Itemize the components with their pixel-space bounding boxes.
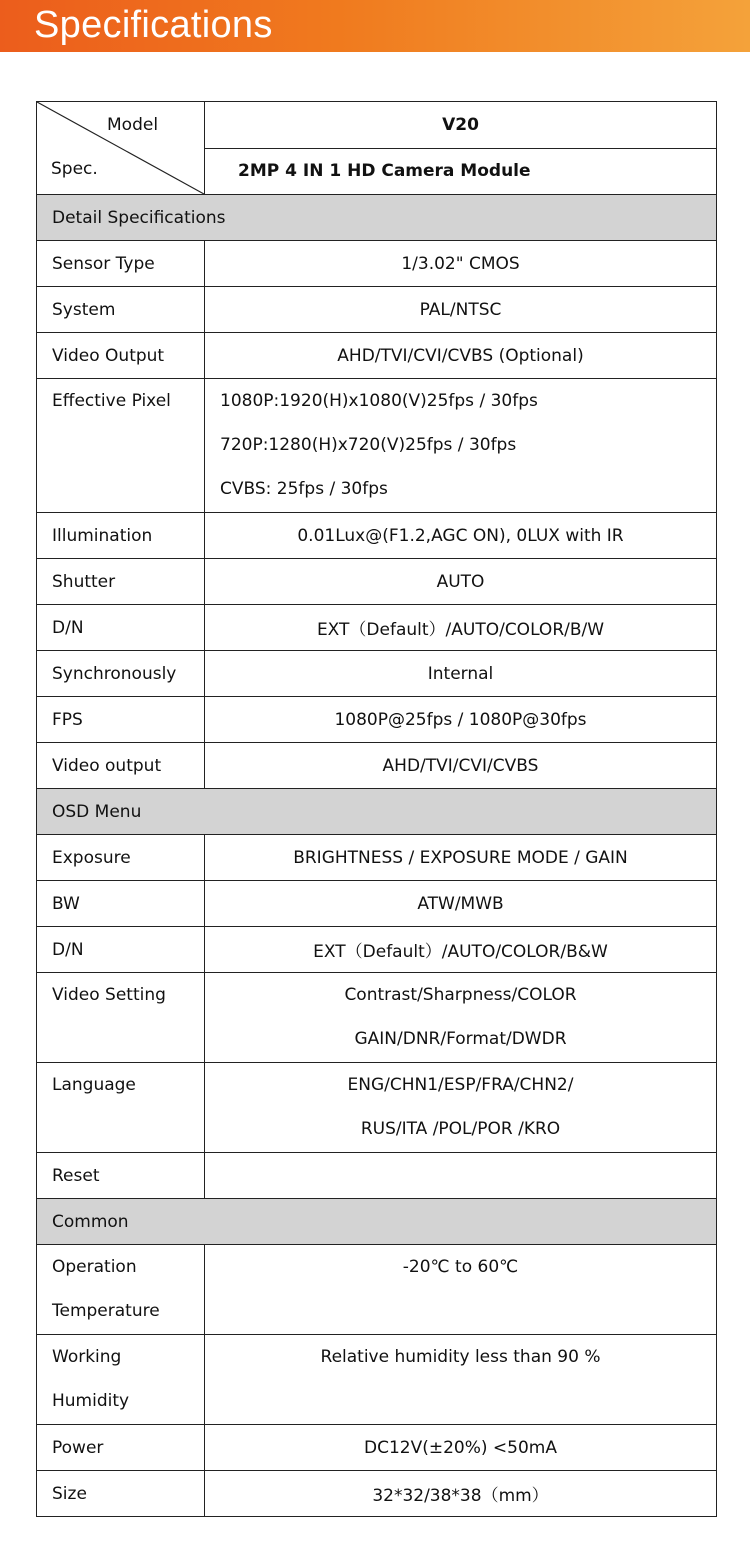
table-row: [37, 379, 717, 513]
row-label: Video Setting: [37, 973, 205, 1063]
table-row: [37, 241, 717, 287]
row-label: D/N: [37, 605, 205, 651]
model-header-label: Model: [107, 115, 159, 135]
row-label: Synchronously: [37, 651, 205, 697]
row-value: Internal: [205, 651, 717, 697]
row-value: DC12V(±20%) <50mA: [205, 1425, 717, 1471]
label-line: Temperature: [52, 1301, 160, 1321]
table-row: [37, 605, 717, 651]
row-value: BRIGHTNESS / EXPOSURE MODE / GAIN: [205, 835, 717, 881]
row-value: EXT（Default）/AUTO/COLOR/B&W: [205, 927, 717, 973]
section-osd-menu: [37, 789, 717, 835]
value-line: 1080P:1920(H)x1080(V)25fps / 30fps: [220, 391, 538, 411]
section-title: OSD Menu: [37, 789, 717, 835]
table-row: [37, 927, 717, 973]
value-line: CVBS: 25fps / 30fps: [220, 479, 388, 499]
table-row: [37, 835, 717, 881]
row-label: System: [37, 287, 205, 333]
label-line: Working: [52, 1347, 122, 1367]
table-row: [37, 1335, 717, 1425]
table-row: [37, 333, 717, 379]
product-name: 2MP 4 IN 1 HD Camera Module: [205, 148, 717, 195]
diagonal-header-cell: [37, 102, 205, 195]
section-common: [37, 1199, 717, 1245]
row-label: FPS: [37, 697, 205, 743]
section-title: Common: [37, 1199, 717, 1245]
table-row: [37, 1471, 717, 1517]
row-value: [205, 1245, 717, 1335]
row-value: [205, 1335, 717, 1425]
row-value: AUTO: [205, 559, 717, 605]
row-label: BW: [37, 881, 205, 927]
row-value: EXT（Default）/AUTO/COLOR/B/W: [205, 605, 717, 651]
row-label: Illumination: [37, 513, 205, 559]
table-row: [37, 651, 717, 697]
title-banner: [0, 0, 750, 52]
value-line: -20℃ to 60℃: [402, 1257, 519, 1277]
model-value: V20: [205, 102, 717, 149]
row-label: Video output: [37, 743, 205, 789]
row-label: Reset: [37, 1153, 205, 1199]
row-value: [205, 379, 717, 513]
table-row: [37, 1063, 717, 1153]
value-line: ENG/CHN1/ESP/FRA/CHN2/: [347, 1075, 574, 1095]
row-label: Effective Pixel: [37, 379, 205, 513]
spec-header-label: Spec.: [51, 159, 98, 179]
value-line: 720P:1280(H)x720(V)25fps / 30fps: [220, 435, 517, 455]
row-value: [205, 1063, 717, 1153]
table-row: [37, 743, 717, 789]
banner-title: Specifications: [34, 4, 273, 46]
section-detail-specifications: [37, 195, 717, 241]
row-value: ATW/MWB: [205, 881, 717, 927]
row-label: Language: [37, 1063, 205, 1153]
table-header-row-model: [37, 102, 717, 149]
row-value: AHD/TVI/CVI/CVBS: [205, 743, 717, 789]
row-label: [37, 1335, 205, 1425]
row-label: [37, 1245, 205, 1335]
row-value: [205, 1153, 717, 1199]
row-value: 1080P@25fps / 1080P@30fps: [205, 697, 717, 743]
value-line: Relative humidity less than 90 %: [320, 1347, 601, 1367]
row-value: 0.01Lux@(F1.2,AGC ON), 0LUX with IR: [205, 513, 717, 559]
table-row: [37, 1153, 717, 1199]
table-row: [37, 697, 717, 743]
table-row: [37, 287, 717, 333]
row-label: Shutter: [37, 559, 205, 605]
table-row: [37, 1245, 717, 1335]
table-row: [37, 513, 717, 559]
row-label: Power: [37, 1425, 205, 1471]
table-row: [37, 973, 717, 1063]
table-row: [37, 559, 717, 605]
row-value: 32*32/38*38（mm）: [205, 1471, 717, 1517]
specification-table: [36, 101, 717, 1517]
table-row: [37, 881, 717, 927]
value-line: RUS/ITA /POL/POR /KRO: [360, 1119, 561, 1139]
section-title: Detail Specifications: [37, 195, 717, 241]
row-value: [205, 973, 717, 1063]
row-value: PAL/NTSC: [205, 287, 717, 333]
row-label: Sensor Type: [37, 241, 205, 287]
row-label: Video Output: [37, 333, 205, 379]
value-line: Contrast/Sharpness/COLOR: [344, 985, 577, 1005]
row-value: 1/3.02" CMOS: [205, 241, 717, 287]
value-line: GAIN/DNR/Format/DWDR: [354, 1029, 567, 1049]
row-value: AHD/TVI/CVI/CVBS (Optional): [205, 333, 717, 379]
row-label: D/N: [37, 927, 205, 973]
table-row: [37, 1425, 717, 1471]
label-line: Humidity: [52, 1391, 130, 1411]
label-line: Operation: [52, 1257, 137, 1277]
row-label: Exposure: [37, 835, 205, 881]
row-label: Size: [37, 1471, 205, 1517]
